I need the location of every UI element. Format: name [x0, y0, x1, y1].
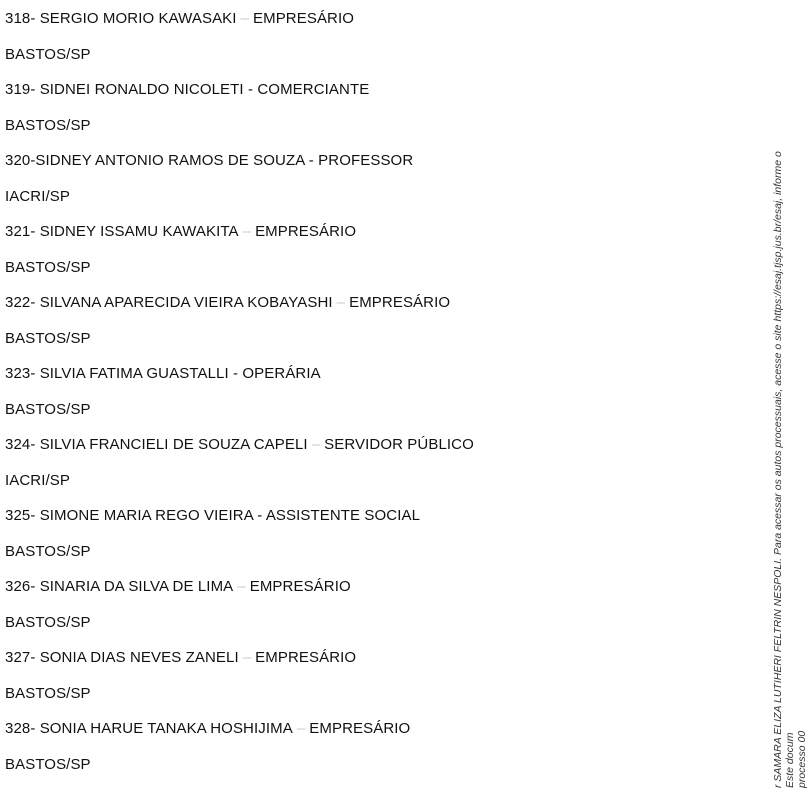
entry-occupation: EMPRESÁRIO — [309, 720, 410, 737]
witness-list — [5, 9, 745, 790]
entry-city: BASTOS/SP — [5, 45, 745, 81]
entry-occupation: OPERÁRIA — [242, 365, 320, 382]
entry-name: 322- SILVANA APARECIDA VIEIRA KOBAYASHI — [5, 294, 333, 311]
entry-city: BASTOS/SP — [5, 258, 745, 294]
entry-separator: – — [293, 720, 309, 737]
entry-name-line — [5, 222, 745, 258]
entry-name-line — [5, 151, 745, 187]
entry-occupation: EMPRESÁRIO — [255, 649, 356, 666]
entry-name: 326- SINARIA DA SILVA DE LIMA — [5, 578, 233, 595]
entry-name-line — [5, 719, 745, 755]
entry-name: 327- SONIA DIAS NEVES ZANELI — [5, 649, 239, 666]
entry-name: 321- SIDNEY ISSAMU KAWAKITA — [5, 223, 239, 240]
margin-note-process-line: processo 00 — [796, 731, 808, 788]
entry-name: 328- SONIA HARUE TANAKA HOSHIJIMA — [5, 720, 293, 737]
entry-separator: - — [257, 507, 262, 524]
entry-separator: - — [248, 81, 253, 98]
entry-occupation: EMPRESÁRIO — [253, 10, 354, 27]
entry-occupation: SERVIDOR PÚBLICO — [324, 436, 474, 453]
entry-name: 324- SILVIA FRANCIELI DE SOUZA CAPELI — [5, 436, 308, 453]
entry-name: 325- SIMONE MARIA REGO VIEIRA — [5, 507, 253, 524]
entry-occupation: COMERCIANTE — [257, 81, 369, 98]
entry-occupation: EMPRESÁRIO — [255, 223, 356, 240]
margin-note-signature-line: r SAMARA ELIZA LUTIHERI FELTRIN NESPOLI. Para acessar os autos processuais, acesse o site https://esaj.tjsp.jus.br/esaj, informe o — [772, 151, 784, 788]
entry-occupation: PROFESSOR — [318, 152, 413, 169]
entry-separator: – — [333, 294, 349, 311]
entry-separator: - — [309, 152, 314, 169]
entry-name: 318- SERGIO MORIO KAWASAKI — [5, 10, 237, 27]
entry-name-line — [5, 577, 745, 613]
entry-separator: - — [233, 365, 238, 382]
entry-separator: – — [233, 578, 249, 595]
entry-city: BASTOS/SP — [5, 329, 745, 365]
entry-name-line — [5, 80, 745, 116]
entry-occupation: EMPRESÁRIO — [250, 578, 351, 595]
entry-name-line — [5, 9, 745, 45]
entry-name: 323- SILVIA FATIMA GUASTALLI — [5, 365, 229, 382]
entry-city: BASTOS/SP — [5, 116, 745, 152]
entry-city: BASTOS/SP — [5, 755, 745, 790]
entry-name: 320-SIDNEY ANTONIO RAMOS DE SOUZA — [5, 152, 305, 169]
entry-name-line — [5, 435, 745, 471]
entry-name-line — [5, 648, 745, 684]
entry-city: IACRI/SP — [5, 187, 745, 223]
entry-name-line — [5, 506, 745, 542]
entry-city: BASTOS/SP — [5, 684, 745, 720]
entry-occupation: ASSISTENTE SOCIAL — [266, 507, 420, 524]
entry-name: 319- SIDNEI RONALDO NICOLETI — [5, 81, 244, 98]
entry-occupation: EMPRESÁRIO — [349, 294, 450, 311]
entry-name-line — [5, 364, 745, 400]
entry-separator: – — [239, 223, 255, 240]
vertical-margin-note — [760, 0, 800, 788]
entry-separator: – — [239, 649, 255, 666]
entry-city: IACRI/SP — [5, 471, 745, 507]
entry-separator: – — [308, 436, 324, 453]
entry-separator: – — [237, 10, 253, 27]
entry-city: BASTOS/SP — [5, 400, 745, 436]
entry-name-line — [5, 293, 745, 329]
entry-city: BASTOS/SP — [5, 613, 745, 649]
entry-city: BASTOS/SP — [5, 542, 745, 578]
margin-note-document-line: Este docum — [784, 733, 796, 788]
